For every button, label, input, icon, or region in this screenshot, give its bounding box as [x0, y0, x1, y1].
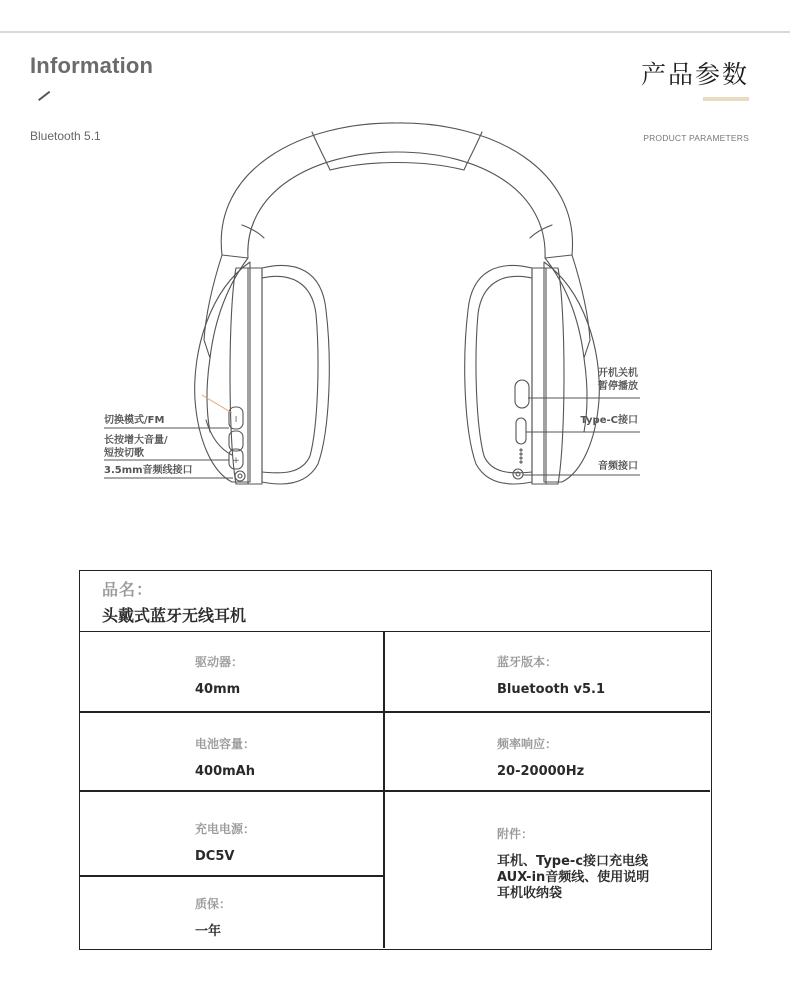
spec-cell-charging: [195, 822, 375, 865]
callout-power-line1: 开机关机: [598, 368, 638, 379]
accessories-label: 附件：: [497, 827, 534, 841]
left-aux-jack: [235, 471, 245, 481]
spec-cell-battery: [195, 737, 375, 780]
right-yoke: [545, 255, 590, 358]
spec-cell-bluetooth: [497, 655, 677, 698]
right-earcup-shell: [544, 262, 599, 482]
battery-value: 400mAh: [195, 764, 255, 779]
frequency-value: 20-20000Hz: [497, 764, 585, 779]
headband-inner: [248, 152, 545, 258]
right-typec-port: [516, 418, 526, 444]
spec-cell-driver: [195, 655, 375, 698]
driver-value: 40mm: [195, 682, 241, 697]
table-row-divider: [80, 875, 383, 877]
right-power-button: [515, 380, 529, 408]
table-row-divider: [80, 790, 710, 792]
spec-cell-accessories: [497, 827, 697, 902]
accessories-line: 耳机、Type-c接口充电线: [497, 854, 649, 869]
right-audio-jack: [513, 469, 523, 479]
accessories-line: AUX-in音频线、使用说明: [497, 870, 650, 885]
frequency-label: 频率响应：: [497, 737, 558, 751]
product-params-subtitle: PRODUCT PARAMETERS: [643, 133, 749, 143]
callout-audio-port: 音频接口: [598, 461, 638, 472]
svg-text:I: I: [234, 415, 238, 424]
spec-name-row: [80, 571, 710, 632]
warranty-label: 质保：: [195, 897, 232, 911]
bluetooth-label: 蓝牙版本：: [497, 655, 558, 669]
info-title: Information: [30, 53, 154, 78]
accessories-list: [497, 854, 697, 902]
slash-decoration: [38, 91, 50, 101]
charging-label: 充电电源：: [195, 822, 256, 836]
spec-cell-warranty: [195, 897, 375, 940]
warranty-value: 一年: [195, 924, 222, 939]
callout-aux-jack: 3.5mm音频线接口: [104, 465, 193, 476]
spec-cell-frequency: [497, 737, 677, 780]
left-yoke: [204, 255, 248, 358]
callout-typec-port: Type-C接口: [580, 415, 638, 426]
left-ear-pad: [262, 265, 329, 484]
bluetooth-value: Bluetooth v5.1: [497, 682, 606, 697]
right-led-dots: [520, 449, 522, 463]
callout-volume-line1: 长按增大音量/: [104, 435, 168, 446]
callout-power-line2: 暂停播放: [598, 381, 638, 392]
bluetooth-subtitle: Bluetooth 5.1: [30, 129, 101, 143]
battery-label: 电池容量：: [195, 737, 256, 751]
callout-mode-switch: 切换模式/FM: [104, 415, 165, 426]
svg-text:+: +: [232, 456, 240, 466]
left-earcup-rim: [230, 268, 262, 484]
accessories-line: 耳机收纳袋: [497, 886, 563, 901]
product-name-value: 头戴式蓝牙无线耳机: [102, 606, 247, 625]
top-divider: [0, 31, 790, 33]
title-accent-bar: [703, 97, 749, 101]
spec-table: [79, 570, 712, 950]
right-earcup-rim: [532, 268, 564, 484]
product-name-label: 品名：: [102, 580, 154, 599]
charging-value: DC5V: [195, 849, 235, 864]
table-row-divider: [80, 711, 710, 713]
headband-outer: [221, 123, 572, 255]
product-params-title: 产品参数: [640, 60, 749, 89]
callout-volume-line2: 短按切歌: [104, 448, 144, 459]
driver-label: 驱动器：: [195, 655, 244, 669]
